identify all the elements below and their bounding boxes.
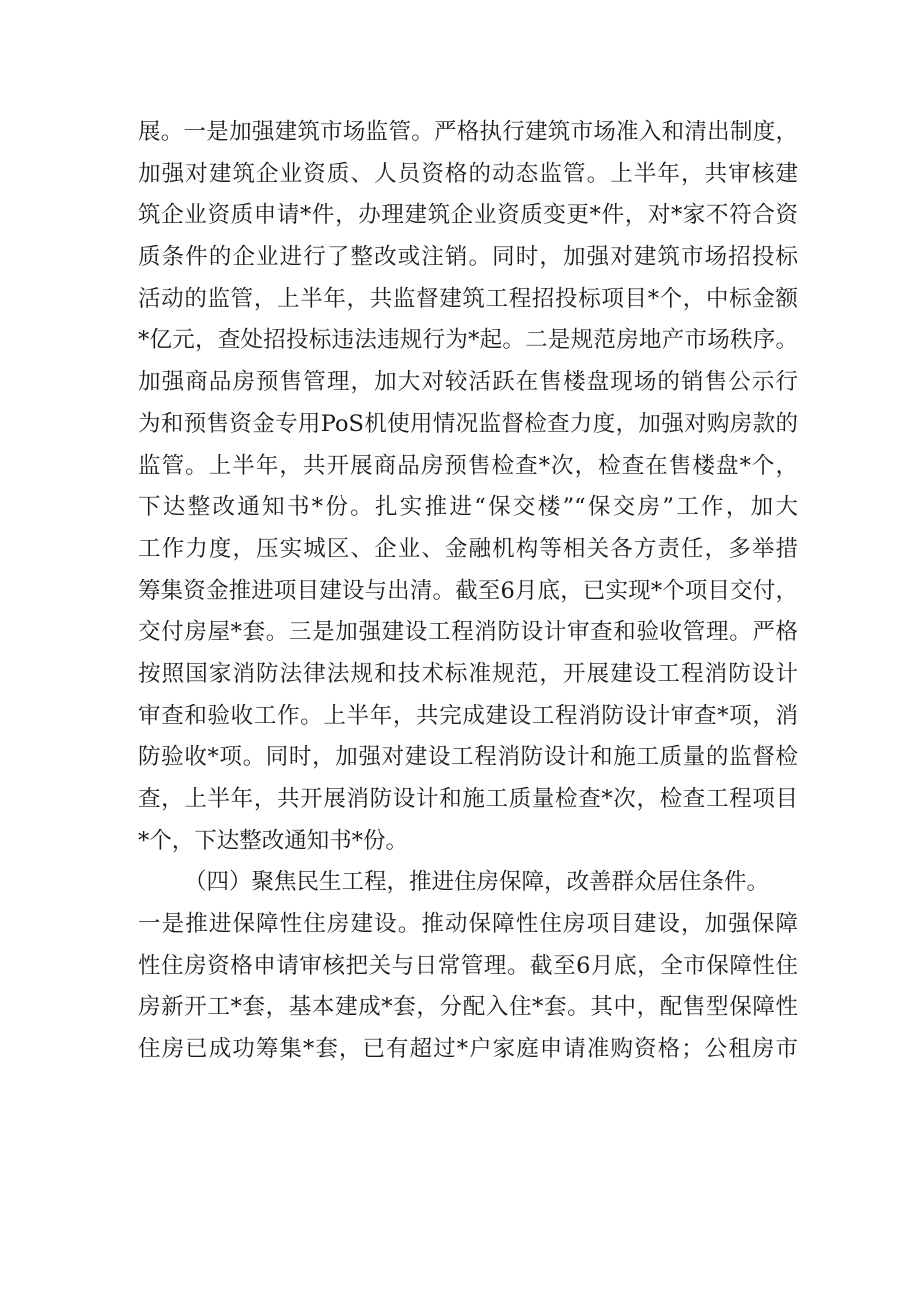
section-heading: （四）聚焦民生工程，推进住房保障，改善群众居住条件。 (184, 869, 770, 896)
text-line: 工作力度，压实城区、企业、金融机构等相关各方责任，多举措 (138, 535, 798, 562)
text-line: 性住房资格申请审核把关与日常管理。截至6月底，全市保障性住 (138, 952, 798, 979)
text-line: 监管。上半年，共开展商品房预售检查*次，检查在售楼盘*个， (138, 452, 798, 479)
text-line: 交付房屋*套。三是加强建设工程消防设计审查和验收管理。严格 (138, 619, 798, 646)
text-line: 防验收*项。同时，加强对建设工程消防设计和施工质量的监督检 (138, 744, 798, 771)
text-line: 房新开工*套，基本建成*套，分配入住*套。其中，配售型保障性 (138, 994, 798, 1021)
text-line: 筹集资金推进项目建设与出清。截至6月底，已实现*个项目交付， (138, 577, 798, 604)
text-line: 加强对建筑企业资质、人员资格的动态监管。上半年，共审核建 (138, 160, 798, 187)
text-line: 质条件的企业进行了整改或注销。同时，加强对建筑市场招投标 (138, 244, 798, 271)
text-line: *亿元，查处招投标违法违规行为*起。二是规范房地产市场秩序。 (138, 327, 798, 354)
text-line: 住房已成功筹集*套，已有超过*户家庭申请准购资格；公租房市 (138, 1036, 798, 1063)
body-text (138, 112, 798, 1071)
text-line: 审查和验收工作。上半年，共完成建设工程消防设计审查*项，消 (138, 702, 798, 729)
text-line: 一是推进保障性住房建设。推动保障性住房项目建设，加强保障 (138, 911, 798, 938)
text-line: 为和预售资金专用PoS机使用情况监督检查力度，加强对购房款的 (138, 410, 798, 437)
text-line: 按照国家消防法律法规和技术标准规范，开展建设工程消防设计 (138, 660, 798, 687)
text-line: 筑企业资质申请*件，办理建筑企业资质变更*件，对*家不符合资 (138, 202, 798, 229)
text-line: 查，上半年，共开展消防设计和施工质量检查*次，检查工程项目 (138, 786, 798, 812)
text-line: 展。一是加强建筑市场监管。严格执行建筑市场准入和清出制度， (138, 119, 798, 145)
text-line: 加强商品房预售管理，加大对较活跃在售楼盘现场的销售公示行 (138, 369, 798, 396)
text-line: *个，下达整改通知书*份。 (138, 827, 409, 854)
text-line: 下达整改通知书*份。扎实推进“保交楼”“保交房”工作，加大 (138, 494, 798, 521)
text-line: 活动的监管，上半年，共监督建筑工程招投标项目*个，中标金额 (138, 285, 798, 312)
